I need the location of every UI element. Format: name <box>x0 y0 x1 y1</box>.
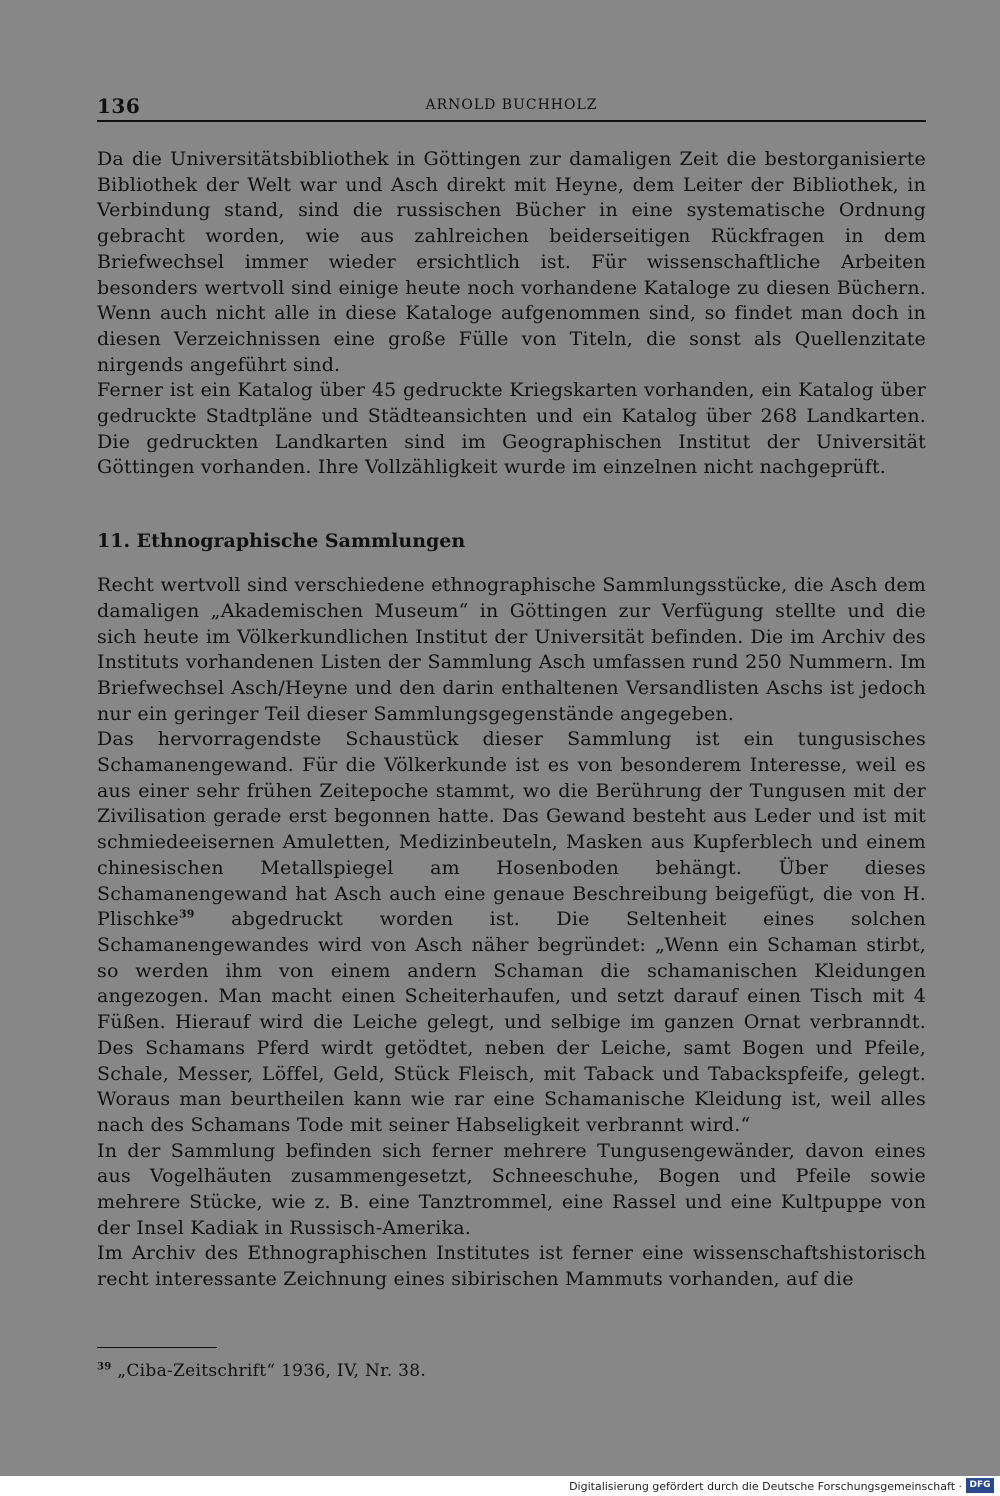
dfg-logo: DFG <box>966 1478 994 1493</box>
paragraph-mammoth-drawing: Im Archiv des Ethnographischen Institutes ist ferner eine wissenschaftshistorisch recht interessante Zeichnung eines sibirischen Mammuts vorhanden, auf die <box>97 1242 926 1291</box>
footnote-reference: 39 <box>178 907 195 921</box>
section-heading: 11. Ethnographische Sammlungen <box>97 530 466 553</box>
footnote <box>97 1361 426 1381</box>
page-header <box>97 94 926 122</box>
page-number: 136 <box>97 94 141 118</box>
footnote-marker: 39 <box>97 1361 112 1373</box>
paragraph-further-items: In der Sammlung befinden sich ferner mehrere Tungusengewänder, davon eines aus Vogelhäuten zusammengesetzt, Schneeschuhe, Bogen und Pfeile sowie mehrere Stücke, wie z. B. eine Tanztrommel, eine Rassel und eine Kultpuppe von der Insel Kadiak in Russisch-Amerika. <box>97 1139 926 1239</box>
paragraph-text: Das hervorragendste Schaustück dieser Sammlung ist ein tungusisches Schamanengewand. Für die Völkerkunde ist es von besonderem Interesse, weil es aus einer sehr frühen Zeitepoche stammt, wo die Berührung der Tungusen mit der Zivilisation gerade erst begonnen hatte. Das Gewand besteht aus Leder und ist mit schmiedeeisernen Amuletten, Medizinbeuteln, Masken aus Kupferblech und einem chinesischen Metallspiegel am Hosenboden behängt. Über dieses Schamanengewand hat Asch auch eine genaue Beschreibung beigefügt, die von H. Plischke <box>97 728 926 931</box>
paragraph-text: abgedruckt worden ist. Die Seltenheit eines solchen Schamanengewandes wird von Asch näher begründet: „Wenn ein Schaman stirbt, so werden ihm von einem andern Schaman die schamanischen Kleidungen angezogen. Man macht einen Scheiterhaufen, und setzt darauf einen Tisch mit 4 Füßen. Hierauf wird die Leiche gelegt, und selbige im ganzen Ornat verbranndt. Des Schamans Pferd wirdt getödtet, neben der Leiche, samt Bogen und Pfeile, Schale, Messer, Löffel, Geld, Stück Fleisch, mit Taback und Tabackspfeife, gelegt. Woraus man beurtheilen kann wie rar eine Schamanische Kleidung ist, weil alles nach des Schamans Tode mit seiner Habseligkeit verbrannt wird.“ <box>97 908 926 1136</box>
paragraph-map-catalogs: Ferner ist ein Katalog über 45 gedruckte Kriegskarten vorhanden, ein Katalog über gedruckte Stadtpläne und Städteansichten und ein Katalog über 268 Landkarten. Die gedruckten Landkarten sind im Geographischen Institut der Universität Göttingen vorhanden. Ihre Vollzähligkeit wurde im einzelnen nicht nachgeprüft. <box>97 379 926 479</box>
footnote-text: „Ciba-Zeitschrift“ 1936, IV, Nr. 38. <box>111 1361 427 1381</box>
paragraph-ethnographic-collection: Recht wertvoll sind verschiedene ethnographische Sammlungsstücke, die Asch dem damaligen „Akademischen Museum“ in Göttingen zur Verfügung stellte und die sich heute im Völkerkundlichen Institut der Universität befinden. Die im Archiv des Instituts vorhandenen Listen der Sammlung Asch umfassen rund 250 Nummern. Im Briefwechsel Asch/Heyne und den darin enthaltenen Versandlisten Aschs ist jedoch nur ein geringer Teil dieser Sammlungsgegenstände angegeben. <box>97 574 926 725</box>
paragraph-library-catalogs: Da die Universitätsbibliothek in Göttingen zur damaligen Zeit die bestorganisierte Bibliothek der Welt war und Asch direkt mit Heyne, dem Leiter der Bibliothek, in Verbindung stand, sind die russischen Bücher in eine systematische Ordnung gebracht worden, wie aus zahlreichen beiderseitigen Rückfragen in dem Briefwechsel immer wieder ersichtlich ist. Für wissenschaftliche Arbeiten besonders wertvoll sind einige heute noch vorhandene Kataloge zu diesen Büchern. Wenn auch nicht alle in diese Kataloge aufgenommen sind, so findet man doch in diesen Verzeichnissen eine große Fülle von Titeln, die sonst als Quellenzitate nirgends angeführt sind. <box>97 148 926 376</box>
digitization-bar <box>0 1476 1000 1496</box>
body-text <box>97 147 926 1293</box>
funding-note: Digitalisierung gefördert durch die Deutsche Forschungsgemeinschaft · <box>569 1480 962 1493</box>
running-head: ARNOLD BUCHHOLZ <box>425 97 598 113</box>
footnote-divider <box>97 1347 217 1348</box>
paragraph-shaman-robe <box>97 727 926 1138</box>
